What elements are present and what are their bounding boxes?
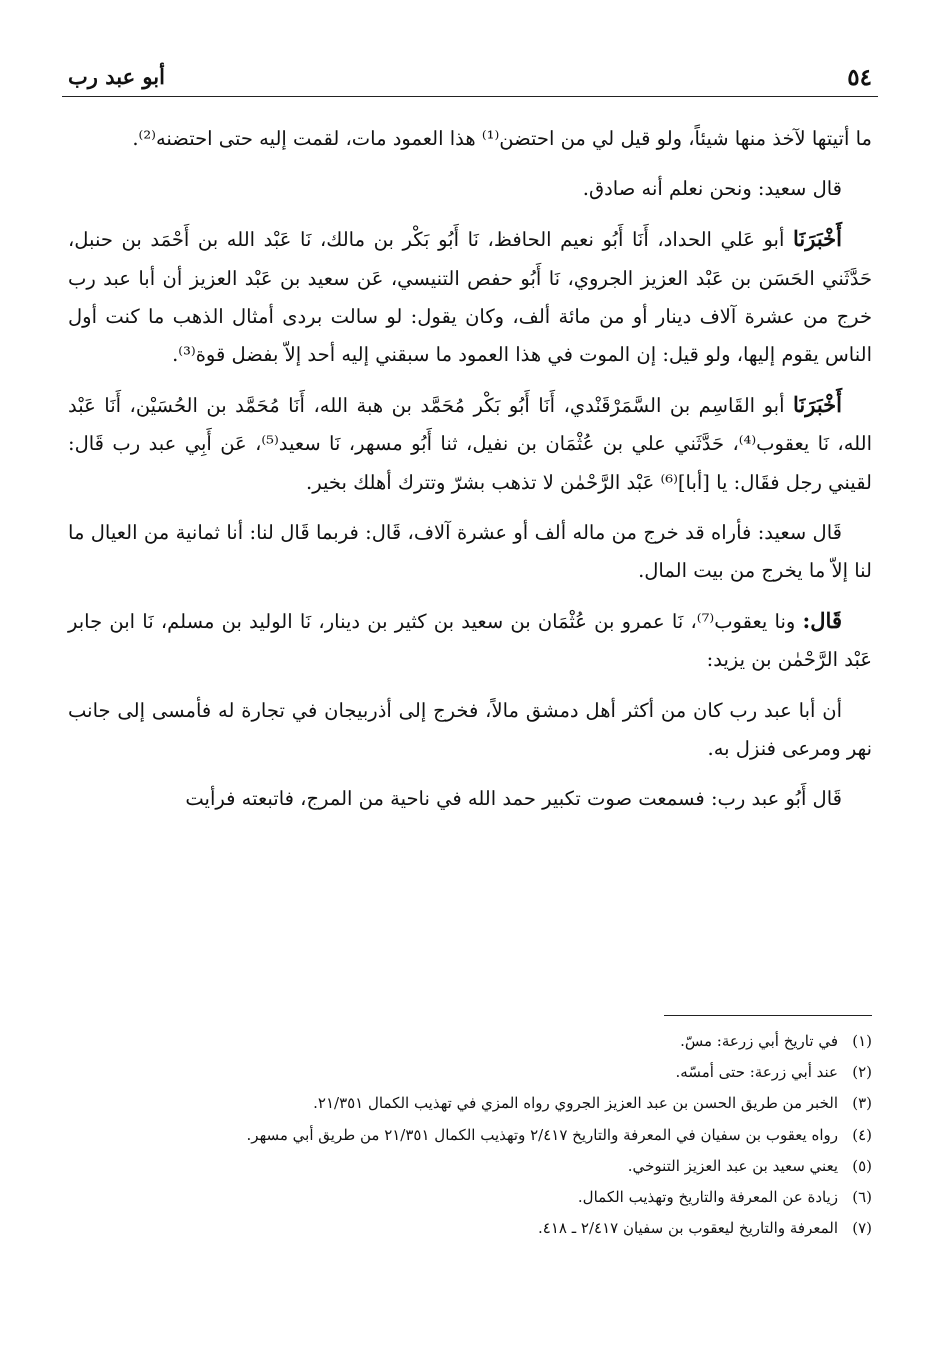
paragraph-text: أبو عَلي الحداد، أَنَا أَبُو نعيم الحافظ، نَا أَبُو بَكْر بن مالك، نَا عَبْد الله بن أَحْمَد بن حنبل، حَدَّثَني الحَسَن بن عَبْد العزيز الجروي، نَا أَبُو حفص التنيسي، عَن سعيد بن عَبْد العزيز أن أبا عبد رب خرج من عشرة آلاف دينار أو من مائة ألف، وكان يقول: لو سالت بردى أمثال الذهب ما كنت أول الناس يقوم إليها، ولو قيل: إن الموت في هذا العمود ما سبقني إليه أحد إلاّ بفضل قوة⁽³⁾. [68,228,872,367]
footnote-number: (٤) [852,1125,872,1144]
footnote [68,1151,872,1182]
paragraph-text: أن أبا عبد رب كان من أكثر أهل دمشق مالاً، فخرج إلى أذربيجان في تجارة له فأمسى إلى جانب نهر ومرعى فنزل به. [68,698,872,760]
footnote [68,1026,872,1057]
footnote-text: زيادة عن المعرفة والتاريخ وتهذيب الكمال. [577,1188,838,1207]
footnote [68,1213,872,1244]
paragraph [68,170,872,208]
paragraph-text: قَال سعيد: فأراه قد خرج من ماله ألف أو عشرة آلاف، قَال: فربما قَال لنا: أنا ثمانية من العيال ما لنا إلاّ ما يخرج من بيت المال. [68,520,872,583]
paragraph-text: أبو القَاسِم بن السَّمَرْقَنْدي، أَنَا أَبُو بَكْر مُحَمَّد بن هبة الله، أَنَا مُحَمَّد بن الحُسَيْن، أَنَا عَبْد الله، نَا يعقوب⁽⁴⁾، حَدَّثَني علي بن عُثْمَان بن نفيل، ثنا أَبُو مسهر، نَا سعيد⁽⁵⁾، عَن أَبِي عبد رب قَال: لقيني رجل فقَال: يا [أبا]⁽⁶⁾ عَبْد الرَّحْمٰن لا تذهب بشرّ وتترك أهلك بخير. [68,394,872,494]
footnote [68,1120,872,1151]
footnote-text: رواه يعقوب بن سفيان في المعرفة والتاريخ ٢/٤١٧ وتهذيب الكمال ٢١/٣٥١ من طريق أبي مسهر. [246,1125,838,1144]
page-header [62,62,878,97]
paragraph-text: ما أتيتها لآخذ منها شيئاً، ولو قيل لي من احتضن⁽¹⁾ هذا العمود مات، لقمت إليه حتى احتضنه⁽²⁾. [132,127,872,150]
running-title: أبو عبد رب [68,64,165,89]
paragraph [68,386,872,502]
footnote [68,1057,872,1088]
paragraph [68,602,872,679]
footnote-number: (٣) [852,1094,872,1113]
footnote-text: الخبر من طريق الحسن بن عبد العزيز الجروي رواه المزي في تهذيب الكمال ٢١/٣٥١. [313,1094,838,1113]
paragraph [68,220,872,374]
paragraph [68,780,872,818]
paragraph-lead-word: أَخْبَرَنَا [793,392,842,418]
footnote [68,1182,872,1213]
footnotes [68,1026,872,1244]
paragraph [68,514,872,590]
paragraph-text: ونا يعقوب⁽⁷⁾، نَا عمرو بن عُثْمَان بن سعيد بن كثير بن دينار، نَا الوليد بن مسلم، نَا ابن جابر عَبْد الرَّحْمٰن بن يزيد: [68,610,872,672]
footnote-text: يعني سعيد بن عبد العزيز التنوخي. [627,1156,838,1175]
paragraph-text: قال سعيد: ونحن نعلم أنه صادق. [582,177,842,201]
footnote-text: عند أبي زرعة: حتى أمسّه. [675,1063,838,1082]
paragraph-lead-word: قَال: [802,608,842,634]
footnote [68,1088,872,1119]
footnote-separator [664,1015,872,1016]
main-text [68,120,872,830]
footnote-number: (٢) [852,1063,872,1082]
footnote-text: المعرفة والتاريخ ليعقوب بن سفيان ٢/٤١٧ ـ ٤١٨. [538,1219,838,1238]
footnote-number: (٧) [852,1219,872,1238]
paragraph-text: قَال أَبُو عبد رب: فسمعت صوت تكبير حمد الله في ناحية من المرج، فاتبعته فرأيت [185,787,842,811]
paragraph [68,120,872,158]
footnote-number: (٦) [852,1188,872,1207]
paragraph [68,692,872,768]
page-number: ٥٤ [847,64,872,91]
footnote-text: في تاريخ أبي زرعة: مسّ. [680,1032,838,1050]
paragraph-lead-word: أَخْبَرَنَا [793,226,842,252]
footnote-number: (٥) [852,1156,872,1175]
footnote-number: (١) [852,1032,872,1050]
